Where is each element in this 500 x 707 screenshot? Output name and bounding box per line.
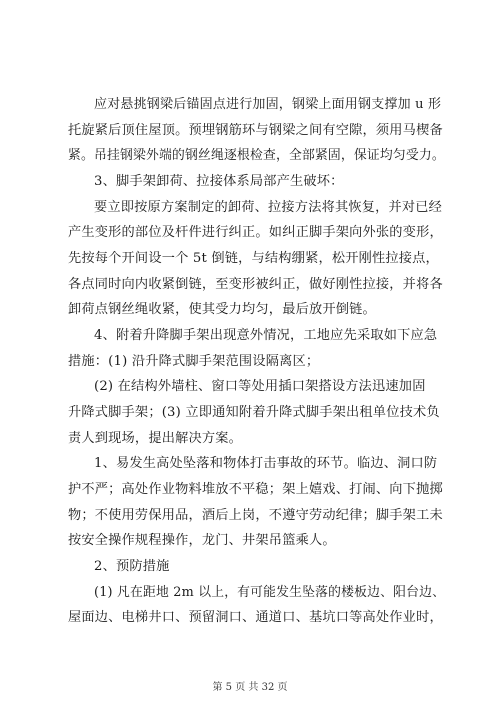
text-line-21: 屋面边、电梯井口、预留洞口、通道口、基坑口等高处作业时， [68,610,443,625]
text-line-8: 各点同时向内收紧倒链，至变形被纠正，做好刚性拉接，并将各 [68,277,443,292]
text-line-12: (2) 在结构外墙柱、窗口等处用插口架搭设方法迅速加固 [94,379,426,394]
text-line-6: 产生变形的部位及杆件进行纠正。如纠正脚手架向外张的变形， [68,225,443,240]
text-line-1: 应对悬挑钢梁后锚固点进行加固，钢梁上面用钢支撑加 u 形 [94,97,442,112]
text-line-17: 物；不使用劳保用品，酒后上岗，不遵守劳动纪律；脚手架工未 [68,508,443,523]
page-footer: 第 5 页 共 32 页 [212,682,288,693]
text-line-15: 1、易发生高处坠落和物体打击事故的环节。临边、洞口防 [94,456,438,471]
text-line-13: 升降式脚手架；(3) 立即通知附着升降式脚手架出租单位技术负 [68,405,440,420]
text-line-18: 按安全操作规程操作，龙门、井架吊篮乘人。 [68,533,336,548]
text-line-3: 紧。吊挂钢梁外端的钢丝绳逐根检查，全部紧固，保证均匀受力。 [68,148,445,163]
text-line-7: 先按每个开间设一个 5t 倒链，与结构绷紧，松开刚性拉接点， [68,251,439,266]
text-line-16: 护不严；高处作业物料堆放不平稳；架上嬉戏、打闹、向下抛掷 [68,482,443,497]
text-line-10: 4、附着升降脚手架出现意外情况，工地应先采取如下应急 [94,328,438,343]
text-line-14: 责人到现场，提出解决方案。 [68,431,243,446]
text-line-19: 2、预防措施 [94,559,170,574]
text-line-4: 3、脚手架卸荷、拉接体系局部产生破坏： [94,174,344,189]
text-line-9: 卸荷点钢丝绳收紧，使其受力均匀，最后放开倒链。 [68,302,376,317]
text-line-5: 要立即按原方案制定的卸荷、拉接方法将其恢复，并对已经 [94,200,443,215]
text-line-20: (1) 凡在距地 2m 以上，有可能发生坠落的楼板边、阳台边、 [94,585,446,600]
text-line-2: 托旋紧后顶住屋顶。预埋钢筋环与钢梁之间有空隙，须用马楔备 [68,123,443,138]
text-line-11: 措施：(1) 沿升降式脚手架范围设隔离区； [68,354,320,369]
